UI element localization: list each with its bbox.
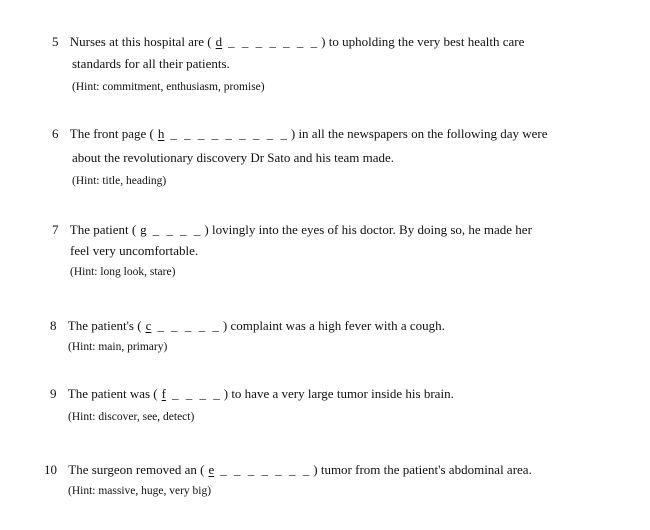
question-text-after: ) to have a very large tumor inside his brain. <box>223 386 454 401</box>
answer-blank: _ _ _ _ <box>152 222 203 237</box>
question-10-hint: (Hint: massive, huge, very big) <box>68 485 212 497</box>
question-text-after: ) tumor from the patient's abdominal area. <box>313 462 532 477</box>
question-8-hint: (Hint: main, primary) <box>68 341 168 353</box>
answer-initial-letter: f <box>161 386 166 401</box>
answer-initial-letter: c <box>145 318 152 333</box>
question-text-before: The patient's ( <box>67 318 142 333</box>
question-number: 9 <box>50 386 57 401</box>
question-6-hint: (Hint: title, heading) <box>72 175 167 187</box>
question-7-continuation: feel very uncomfortable. <box>70 243 199 258</box>
question-5-first-line <box>52 34 524 50</box>
question-text-before: The patient was ( <box>67 386 158 401</box>
question-text-after: ) to upholding the very best health care <box>321 34 525 49</box>
question-7-hint: (Hint: long look, stare) <box>70 266 176 278</box>
question-text-after: ) in all the newspapers on the following day were <box>290 126 548 141</box>
question-7-first-line <box>52 222 532 238</box>
answer-initial-letter: e <box>208 462 215 477</box>
answer-initial-letter: d <box>215 34 223 49</box>
answer-initial-letter: h <box>157 126 165 141</box>
answer-blank: _ _ _ _ _ _ _ _ _ <box>170 126 289 141</box>
question-text-after: ) lovingly into the eyes of his doctor. By doing so, he made her <box>204 222 532 237</box>
question-number: 7 <box>52 222 59 237</box>
question-number: 5 <box>52 34 59 49</box>
question-5-hint: (Hint: commitment, enthusiasm, promise) <box>72 81 265 93</box>
question-text-before: Nurses at this hospital are ( <box>69 34 212 49</box>
question-9-first-line <box>50 386 454 402</box>
question-10-first-line <box>44 462 532 478</box>
question-6-continuation: about the revolutionary discovery Dr Sato and his team made. <box>72 150 395 165</box>
answer-blank: _ _ _ _ _ <box>157 318 221 333</box>
question-text-before: The patient ( <box>69 222 137 237</box>
question-number: 6 <box>52 126 59 141</box>
answer-blank: _ _ _ _ <box>171 386 222 401</box>
question-number: 10 <box>44 462 57 477</box>
question-8-first-line <box>50 318 445 334</box>
question-5-continuation: standards for all their patients. <box>72 56 230 71</box>
question-text-before: The surgeon removed an ( <box>68 462 205 477</box>
question-9-hint: (Hint: discover, see, detect) <box>68 411 195 423</box>
answer-blank: _ _ _ _ _ _ _ <box>228 34 320 49</box>
question-text-before: The front page ( <box>69 126 154 141</box>
answer-blank: _ _ _ _ _ _ _ <box>220 462 312 477</box>
question-number: 8 <box>50 318 57 333</box>
answer-initial-letter: g <box>140 222 147 237</box>
question-text-after: ) complaint was a high fever with a cough. <box>222 318 445 333</box>
question-6-first-line <box>52 126 548 142</box>
